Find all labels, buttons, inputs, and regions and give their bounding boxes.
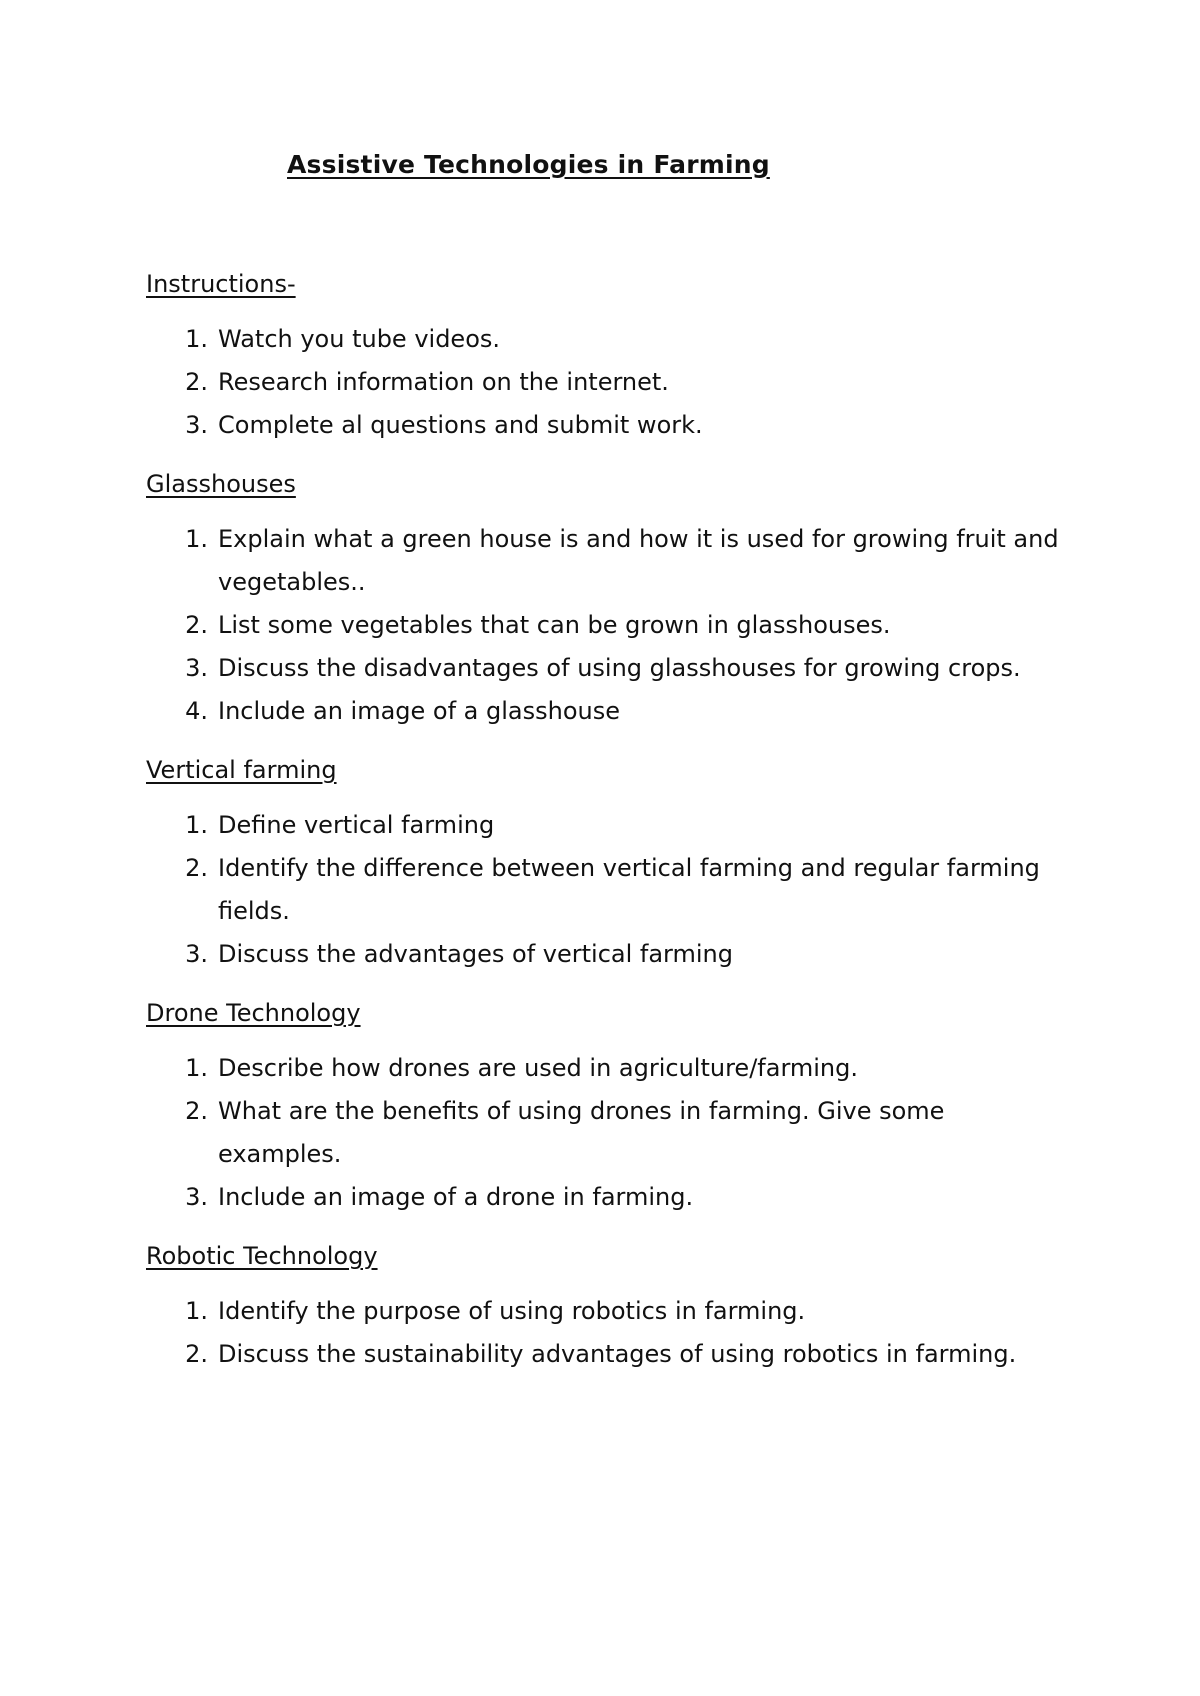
numbered-list [146, 1047, 1066, 1219]
list-item [146, 804, 1066, 847]
section-heading: Instructions- [146, 270, 296, 298]
section-vertical-farming [146, 750, 1066, 976]
list-item [146, 933, 1066, 976]
list-item [146, 1176, 1066, 1219]
list-item-text: Discuss the sustainability advantages of using robotics in farming. [218, 1340, 1017, 1368]
list-item [146, 318, 1066, 361]
list-item-number: 2. [185, 611, 208, 639]
list-item-text: Discuss the disadvantages of using glasshouses for growing crops. [218, 654, 1021, 682]
section-heading: Robotic Technology [146, 1242, 378, 1270]
list-item-text: Identify the difference between vertical farming and regular farming fields. [218, 854, 1040, 925]
list-item-text: What are the benefits of using drones in farming. Give some examples. [218, 1097, 945, 1168]
numbered-list [146, 804, 1066, 976]
list-item [146, 1333, 1066, 1376]
list-item-text: Identify the purpose of using robotics in farming. [218, 1297, 806, 1325]
list-item-text: Watch you tube videos. [218, 325, 501, 353]
list-item [146, 1290, 1066, 1333]
section-heading: Glasshouses [146, 470, 296, 498]
list-item-number: 1. [185, 811, 208, 839]
list-item-number: 4. [185, 697, 208, 725]
section-glasshouses [146, 464, 1066, 733]
list-item [146, 690, 1066, 733]
section-robotic-technology [146, 1236, 1066, 1376]
list-item-number: 1. [185, 525, 208, 553]
list-item-text: List some vegetables that can be grown in glasshouses. [218, 611, 891, 639]
list-item [146, 1090, 1066, 1176]
list-item [146, 518, 1066, 604]
list-item [146, 404, 1066, 447]
section-drone-technology [146, 993, 1066, 1219]
list-item-text: Include an image of a glasshouse [218, 697, 621, 725]
list-item-number: 1. [185, 1054, 208, 1082]
document-title: Assistive Technologies in Farming [287, 150, 770, 179]
list-item-number: 1. [185, 325, 208, 353]
list-item [146, 647, 1066, 690]
list-item-number: 1. [185, 1297, 208, 1325]
list-item-text: Include an image of a drone in farming. [218, 1183, 694, 1211]
document-body [146, 264, 1066, 1393]
section-instructions [146, 264, 1066, 447]
section-heading: Drone Technology [146, 999, 361, 1027]
list-item-text: Describe how drones are used in agriculture/farming. [218, 1054, 859, 1082]
list-item [146, 847, 1066, 933]
list-item-number: 3. [185, 654, 208, 682]
list-item-text: Discuss the advantages of vertical farming [218, 940, 733, 968]
list-item-text: Research information on the internet. [218, 368, 669, 396]
list-item-number: 2. [185, 1340, 208, 1368]
list-item-number: 3. [185, 1183, 208, 1211]
list-item-number: 3. [185, 411, 208, 439]
list-item-text: Complete al questions and submit work. [218, 411, 703, 439]
numbered-list [146, 318, 1066, 447]
list-item-number: 2. [185, 368, 208, 396]
list-item [146, 604, 1066, 647]
list-item-text: Define vertical farming [218, 811, 495, 839]
list-item-number: 3. [185, 940, 208, 968]
list-item-number: 2. [185, 1097, 208, 1125]
list-item [146, 361, 1066, 404]
list-item [146, 1047, 1066, 1090]
list-item-text: Explain what a green house is and how it is used for growing fruit and vegetables.. [218, 525, 1059, 596]
list-item-number: 2. [185, 854, 208, 882]
numbered-list [146, 1290, 1066, 1376]
section-heading: Vertical farming [146, 756, 337, 784]
numbered-list [146, 518, 1066, 733]
